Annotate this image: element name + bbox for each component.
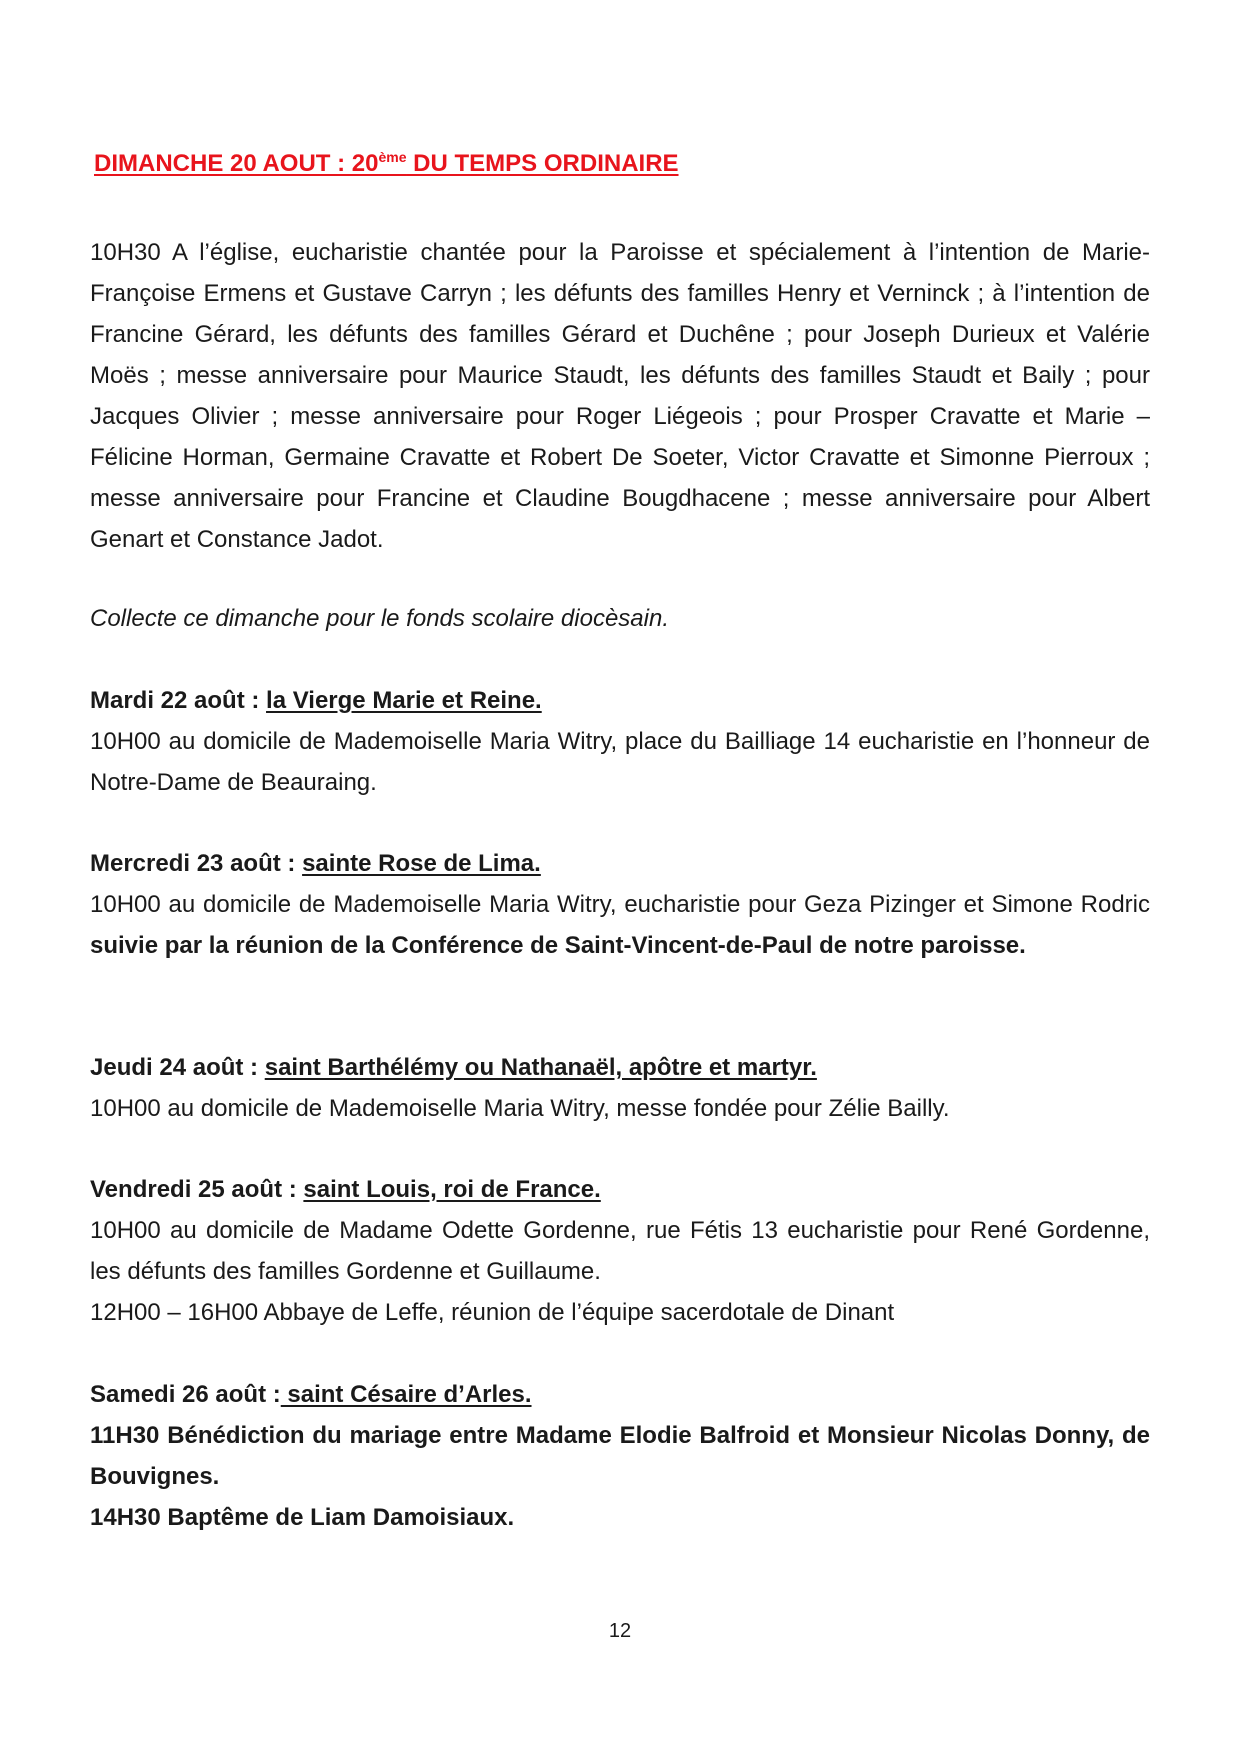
wednesday-day: Mercredi 23 août : bbox=[90, 850, 296, 877]
wednesday-text-bold: suivie par la réunion de la Conférence de Saint-Vincent-de-Paul de notre paroisse. bbox=[90, 932, 1026, 959]
tuesday-heading bbox=[90, 680, 1150, 721]
title-superscript: ème bbox=[378, 149, 407, 165]
thursday-text: 10H00 au domicile de Mademoiselle Maria Witry, messe fondée pour Zélie Bailly. bbox=[90, 1095, 950, 1122]
friday-text: 10H00 au domicile de Madame Odette Gordenne, rue Fétis 13 eucharistie pour René Gordenne, les défunts des familles Gordenne et Guillaume. bbox=[90, 1217, 1150, 1285]
wednesday-text bbox=[90, 884, 1150, 966]
page-title bbox=[94, 150, 679, 178]
friday-text-2: 12H00 – 16H00 Abbaye de Leffe, réunion de l’équipe sacerdotale de Dinant bbox=[90, 1299, 895, 1326]
wednesday-text-regular: 10H00 au domicile de Mademoiselle Maria Witry, eucharistie pour Geza Pizinger et Simone Rodric bbox=[90, 891, 1150, 918]
saturday-text-2: 14H30 Baptême de Liam Damoisiaux. bbox=[90, 1504, 515, 1531]
saturday-heading bbox=[90, 1374, 1150, 1415]
thursday-feast: saint Barthélémy ou Nathanaël, apôtre et martyr. bbox=[264, 1054, 817, 1081]
title-suffix: DU TEMPS ORDINAIRE bbox=[406, 150, 679, 177]
title-prefix: DIMANCHE 20 AOUT : 20 bbox=[94, 150, 379, 177]
saturday-day: Samedi 26 août : bbox=[90, 1381, 281, 1408]
friday-feast: saint Louis, roi de France. bbox=[303, 1176, 601, 1203]
saturday-feast: saint Césaire d’Arles. bbox=[280, 1381, 532, 1408]
thursday-heading bbox=[90, 1047, 1150, 1088]
tuesday-text: 10H00 au domicile de Mademoiselle Maria Witry, place du Bailliage 14 eucharistie en l’honneur de Notre-Dame de Beauraing. bbox=[90, 728, 1150, 796]
friday-day: Vendredi 25 août : bbox=[90, 1176, 297, 1203]
tuesday-feast: la Vierge Marie et Reine. bbox=[266, 687, 542, 714]
thursday-day: Jeudi 24 août : bbox=[90, 1054, 259, 1081]
tuesday-day: Mardi 22 août : bbox=[90, 687, 260, 714]
wednesday-heading bbox=[90, 843, 1150, 884]
saturday-text: 11H30 Bénédiction du mariage entre Madame Elodie Balfroid et Monsieur Nicolas Donny, de Bouvignes. bbox=[90, 1422, 1150, 1490]
sunday-paragraph: 10H30 A l’église, eucharistie chantée pour la Paroisse et spécialement à l’intention de Marie-Françoise Ermens et Gustave Carryn ; les défunts des familles Henry et Verninck ; à l’intention de Francine Gérard, les défunts des familles Gérard et Duchêne ; pour Joseph Durieux et Valérie Moës ; messe anniversaire pour Maurice Staudt, les défunts des familles Staudt et Baily ; pour Jacques Olivier ; messe anniversaire pour Roger Liégeois ; pour Prosper Cravatte et Marie –Félicine Horman, Germaine Cravatte et Robert De Soeter, Victor Cravatte et Simonne Pierroux ; messe anniversaire pour Francine et Claudine Bougdhacene ; messe anniversaire pour Albert Genart et Constance Jadot. bbox=[90, 239, 1150, 553]
wednesday-feast: sainte Rose de Lima. bbox=[302, 850, 541, 877]
page-number: 12 bbox=[608, 1620, 632, 1642]
collecte-note: Collecte ce dimanche pour le fonds scolaire diocèsain. bbox=[90, 605, 669, 632]
friday-heading bbox=[90, 1169, 1150, 1210]
